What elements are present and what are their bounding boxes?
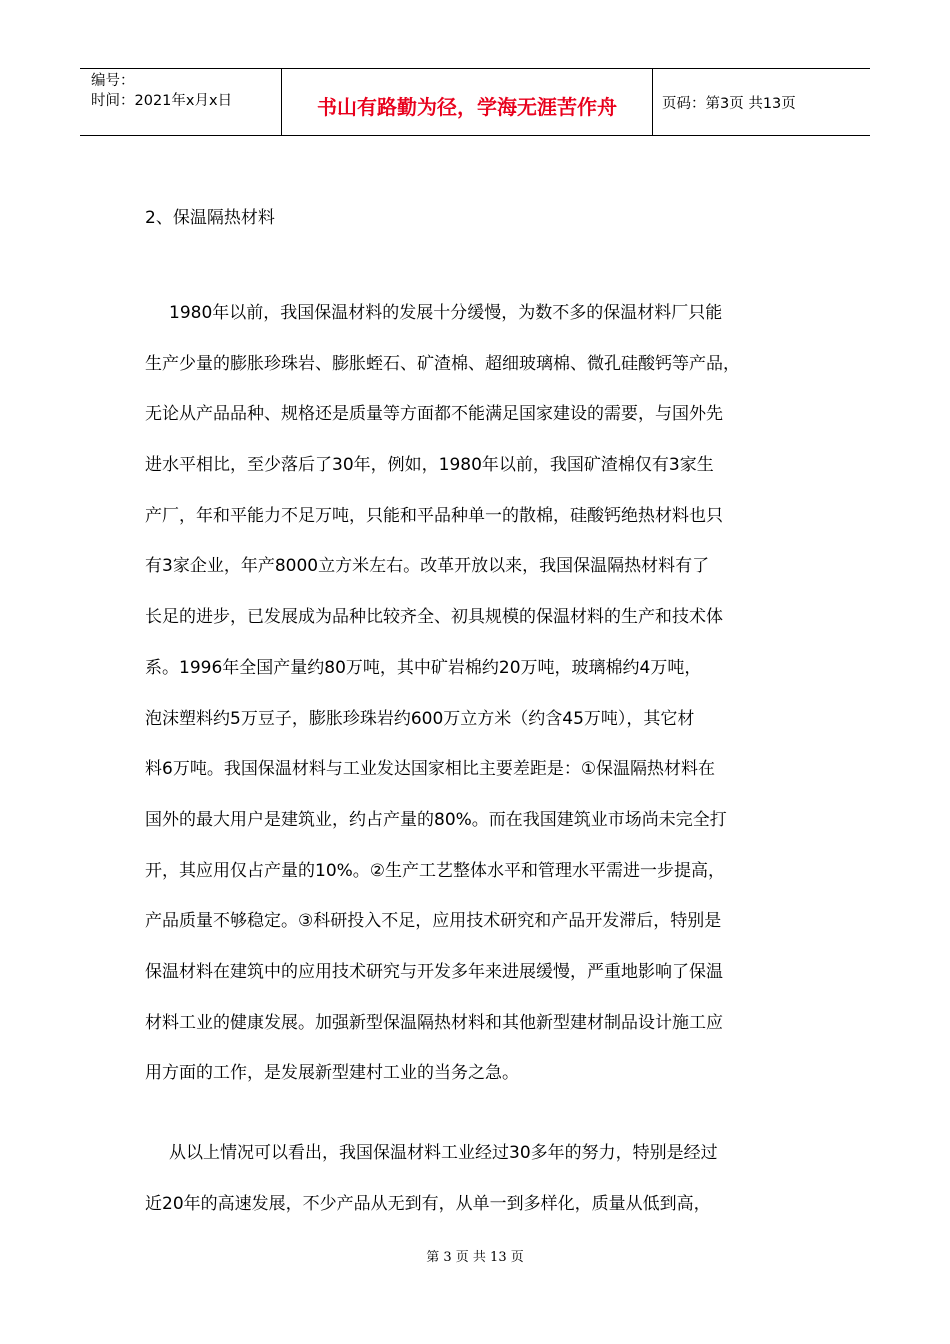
paragraph-line: 有3家企业，年产8000立方米左右。改革开放以来，我国保温隔热材料有了 — [145, 556, 710, 577]
paragraph-line: 国外的最大用户是建筑业，约占产量的80%。而在我国建筑业市场尚未完全打 — [145, 809, 727, 830]
section-title: 2、保温隔热材料 — [145, 208, 275, 228]
document-header — [80, 68, 870, 136]
header-page-info: 页码：第3页 共13页 — [662, 96, 796, 112]
paragraph-line: 长足的进步，已发展成为品种比较齐全、初具规模的保温材料的生产和技术体 — [145, 607, 723, 628]
paragraph-line: 材料工业的健康发展。加强新型保温隔热材料和其他新型建材制品设计施工应 — [145, 1012, 723, 1033]
paragraph-line: 用方面的工作，是发展新型建村工业的当务之急。 — [145, 1063, 519, 1084]
document-date-label: 时间：2021年x月x日 — [91, 93, 233, 109]
paragraph-line: 泡沫塑料约5万豆子，膨胀珍珠岩约600万立方米（约含45万吨），其它材 — [145, 708, 695, 729]
paragraph-line: 无论从产品品种、规格还是质量等方面都不能满足国家建设的需要，与国外先 — [145, 404, 723, 425]
paragraph-line: 产厂，年和平能力不足万吨，只能和平品种单一的散棉，硅酸钙绝热材料也只 — [145, 505, 723, 526]
paragraph-line: 1980年以前，我国保温材料的发展十分缓慢，为数不多的保温材料厂只能 — [169, 303, 723, 323]
paragraph-line: 料6万吨。我国保温材料与工业发达国家相比主要差距是：①保温隔热材料在 — [145, 759, 716, 780]
paragraph-1 — [145, 288, 805, 1099]
paragraph-line: 保温材料在建筑中的应用技术研究与开发多年来进展缓慢，严重地影响了保温 — [145, 961, 723, 982]
header-meta — [80, 69, 282, 135]
paragraph-line: 开，其应用仅占产量的10%。②生产工艺整体水平和管理水平需进一步提高， — [145, 860, 726, 881]
header-motto: 书山有路勤为径，学海无涯苦作舟 — [282, 69, 653, 135]
paragraph-line: 进水平相比，至少落后了30年，例如，1980年以前，我国矿渣棉仅有3家生 — [145, 455, 714, 476]
page-footer: 第 3 页 共 13 页 — [426, 1250, 524, 1265]
document-number-label: 编号： — [91, 73, 135, 89]
paragraph-line: 近20年的高速发展，不少产品从无到有，从单一到多样化，质量从低到高， — [145, 1193, 711, 1214]
paragraph-line: 从以上情况可以看出，我国保温材料工业经过30多年的努力，特别是经过 — [169, 1143, 718, 1163]
paragraph-2 — [145, 1128, 805, 1229]
paragraph-line: 系。1996年全国产量约80万吨，其中矿岩棉约20万吨，玻璃棉约4万吨， — [145, 657, 702, 678]
paragraph-line: 产品质量不够稳定。③科研投入不足，应用技术研究和产品开发滞后，特别是 — [145, 911, 722, 932]
paragraph-line: 生产少量的膨胀珍珠岩、膨胀蛭石、矿渣棉、超细玻璃棉、微孔硅酸钙等产品， — [145, 353, 740, 374]
